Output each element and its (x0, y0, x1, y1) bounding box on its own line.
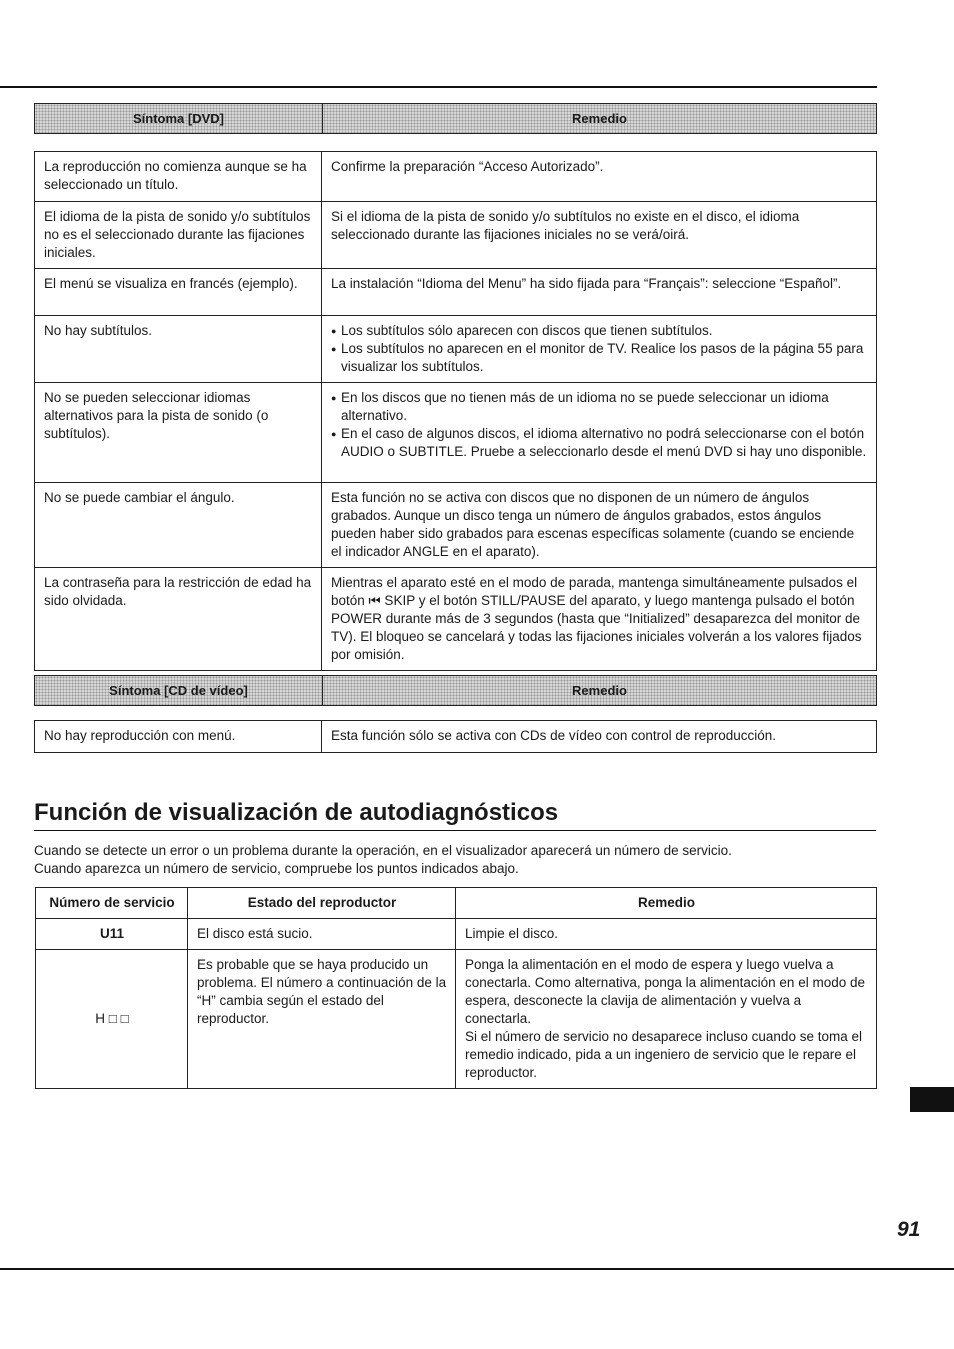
list-item: ● Los subtítulos no aparecen en el monitor de TV. Realice los pasos de la página 55 para visualizar los subtítulos. (331, 340, 868, 376)
intro-line: Cuando se detecte un error o un problema durante la operación, en el visualizador aparecerá un número de servicio. (34, 843, 732, 858)
symptom-cell: El menú se visualiza en francés (ejemplo). (35, 269, 322, 316)
remedy-header: Remedio (572, 683, 627, 698)
remedy-cell: Esta función no se activa con discos que no disponen de un número de ángulos grabados. Aunque un disco tenga un número de ángulos grabados, estos ángulos pueden haber sido grabados para escenas específicas solamente (cuando se enciende el indicador ANGLE en el aparato). (322, 483, 877, 568)
table-row (35, 568, 877, 671)
section-tab-marker (910, 1087, 954, 1112)
table-row (35, 269, 877, 316)
column-header-state: Estado del reproductor (188, 888, 456, 919)
table-row (35, 316, 877, 383)
list-item: ● Los subtítulos sólo aparecen con discos que tienen subtítulos. (331, 322, 868, 340)
service-number-cell: U11 (36, 919, 188, 950)
table-row (35, 202, 877, 269)
table-row (35, 152, 877, 202)
bottom-rule (0, 1268, 954, 1270)
column-header-remedy: Remedio (456, 888, 877, 919)
remedy-cell (456, 950, 877, 1089)
section-title: Función de visualización de autodiagnósticos (34, 797, 876, 831)
column-header-number: Número de servicio (36, 888, 188, 919)
remedy-cell: Limpie el disco. (456, 919, 877, 950)
list-item: ● En el caso de algunos discos, el idioma alternativo no podrá seleccionarse con el botón AUDIO o SUBTITLE. Pruebe a seleccionarlo desde el menú DVD si hay uno disponible. (331, 425, 868, 461)
table-row (36, 950, 877, 1089)
symptom-cell: No se pueden seleccionar idiomas alternativos para la pista de sonido (o subtítulos). (35, 383, 322, 483)
vcd-troubleshooting-table (34, 720, 877, 753)
section-intro (34, 842, 732, 878)
table-row (36, 919, 877, 950)
table-row (35, 383, 877, 483)
symptom-cell: No se puede cambiar el ángulo. (35, 483, 322, 568)
symptom-header: Síntoma [DVD] (133, 111, 224, 126)
remedy-cell: Esta función sólo se activa con CDs de vídeo con control de reproducción. (322, 721, 877, 753)
symptom-cell: El idioma de la pista de sonido y/o subtítulos no es el seleccionado durante las fijaciones iniciales. (35, 202, 322, 269)
remedy-header: Remedio (572, 111, 627, 126)
symptom-cell: La reproducción no comienza aunque se ha seleccionado un título. (35, 152, 322, 202)
vcd-table-header (34, 675, 877, 706)
remedy-cell (322, 383, 877, 483)
remedy-cell: Si el idioma de la pista de sonido y/o subtítulos no existe en el disco, el idioma seleccionado durante las fijaciones iniciales no se verá/oirá. (322, 202, 877, 269)
remedy-bullet-list (331, 322, 868, 376)
table-header-row (36, 888, 877, 919)
remedy-cell: Mientras el aparato esté en el modo de parada, mantenga simultáneamente pulsados el botón ⏮ SKIP y el botón STILL/PAUSE del aparato, y luego mantenga pulsado el botón POWER durante más de 3 segundos (hasta que “Initialized” desaparezca del monitor de TV). El bloqueo se cancelará y todas las fijaciones iniciales volverán a los valores fijados por omisión. (322, 568, 877, 671)
dvd-troubleshooting-table (34, 151, 877, 671)
list-item: ● En los discos que no tienen más de un idioma no se puede seleccionar un idioma alternativo. (331, 389, 868, 425)
remedy-paragraph: Si el número de servicio no desaparece incluso cuando se toma el remedio indicado, pida a un ingeniero de servicio que le repare el reproductor. (465, 1029, 862, 1080)
table-row (35, 483, 877, 568)
state-cell: Es probable que se haya producido un problema. El número a continuación de la “H” cambia según el estado del reproductor. (188, 950, 456, 1089)
intro-line: Cuando aparezca un número de servicio, compruebe los puntos indicados abajo. (34, 861, 519, 876)
symptom-cell: La contraseña para la restricción de edad ha sido olvidada. (35, 568, 322, 671)
symptom-cell: No hay reproducción con menú. (35, 721, 322, 753)
service-number-table (35, 887, 877, 1089)
table-row (35, 721, 877, 753)
remedy-paragraph: Ponga la alimentación en el modo de espera y luego vuelva a conectarla. Como alternativa, ponga la alimentación en el modo de espera, desconecte la clavija de alimentación y vuelva a conectarla. (465, 957, 865, 1026)
remedy-bullet-list (331, 389, 868, 461)
remedy-cell: La instalación “Idioma del Menu” ha sido fijada para “Français”: seleccione “Español”. (322, 269, 877, 316)
symptom-cell: No hay subtítulos. (35, 316, 322, 383)
symptom-header: Síntoma [CD de vídeo] (109, 683, 248, 698)
top-rule (0, 86, 877, 88)
remedy-cell (322, 316, 877, 383)
page-number: 91 (897, 1218, 921, 1241)
service-number-cell: H □ □ (36, 950, 188, 1089)
remedy-cell: Confirme la preparación “Acceso Autorizado”. (322, 152, 877, 202)
state-cell: El disco está sucio. (188, 919, 456, 950)
dvd-table-header (34, 103, 877, 134)
